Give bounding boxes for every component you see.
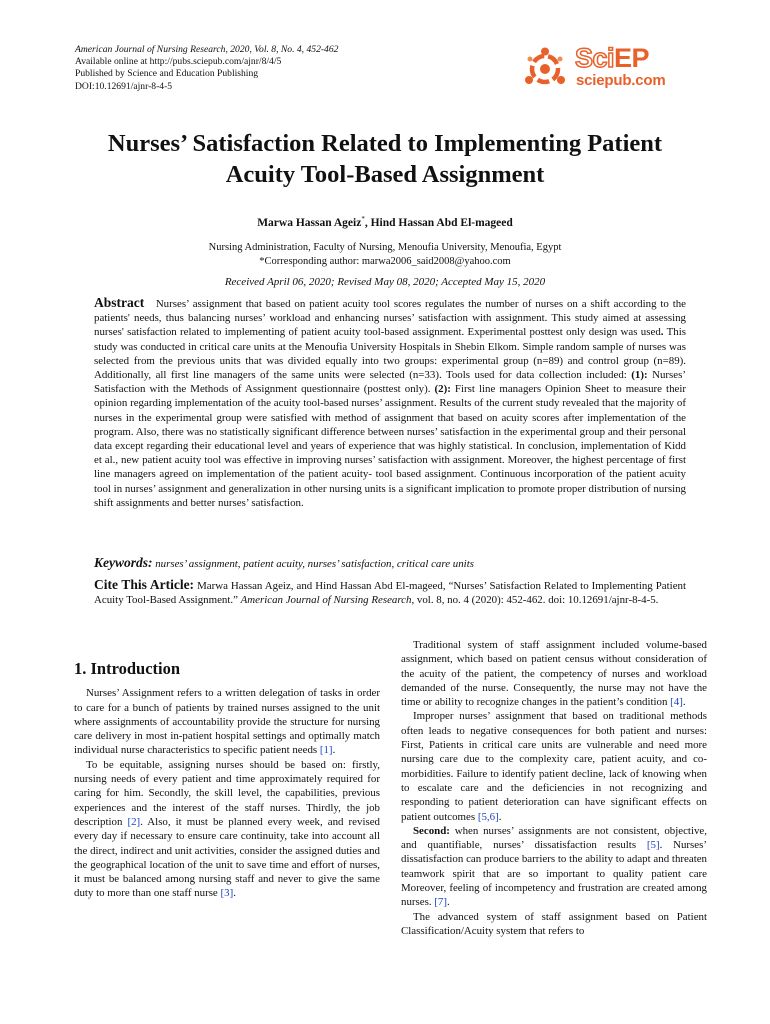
citation-link[interactable]: [5] bbox=[646, 839, 660, 852]
author-2: , Hind Hassan Abd El-mageed bbox=[364, 216, 513, 229]
affiliation-line: Nursing Administration, Faculty of Nursing, Menoufia University, Menoufia, Egypt bbox=[208, 242, 562, 253]
citation-link[interactable]: [2] bbox=[127, 815, 141, 828]
author-1: Marwa Hassan Ageiz bbox=[257, 216, 362, 229]
citation-link[interactable]: [1] bbox=[319, 744, 333, 757]
doi: DOI:10.12691/ajnr-8-4-5 bbox=[75, 80, 173, 92]
sciep-logo-site: sciepub.com bbox=[576, 72, 666, 89]
keywords-text: nurses’ assignment, patient acuity, nurses’ satisfaction, critical care units bbox=[152, 558, 474, 570]
right-column bbox=[401, 638, 707, 938]
publisher: Published by Science and Education Publishing bbox=[75, 68, 259, 80]
publication-dates: Received April 06, 2020; Revised May 08, 2020; Accepted May 15, 2020 bbox=[224, 276, 546, 288]
title-line-2: Acuity Tool-Based Assignment bbox=[225, 161, 545, 188]
left-column bbox=[74, 638, 380, 901]
author-list bbox=[60, 215, 710, 229]
available-online: Available online at http://pubs.sciepub.com/ajnr/8/4/5 bbox=[75, 56, 282, 68]
keywords bbox=[94, 555, 686, 571]
title-line-1: Nurses’ Satisfaction Related to Implementing Patient bbox=[107, 130, 663, 157]
paper-title bbox=[60, 128, 710, 190]
corresponding-mark: * bbox=[361, 215, 365, 223]
paragraph: Improper nurses’ assignment that based on traditional methods often leads to negative consequences for both patient and nurses: First, Patients in critical care units are vulnerable and need more nursing care due to the complexity care, patient acuity, and co-morbidities. Failure to identify patient decline, lack of knowing when to escalate care and the deficiencies in not recognizing and responding to patient deterioration can have significant effects on patient outcomes [5,6]. bbox=[401, 710, 707, 823]
citation-link[interactable]: [5,6] bbox=[477, 810, 499, 823]
article-header-meta bbox=[75, 44, 455, 93]
keywords-label: Keywords: bbox=[94, 555, 153, 570]
section-title-introduction: 1. Introduction bbox=[74, 659, 181, 678]
paragraph: Nurses’ Assignment refers to a written delegation of tasks in order to care for a bunch of patients by trained nurses assigned to the unit where assignments of accountability provide the structure for nursing care delivery in most in-patient hospital settings and optimally match individual nurse characteristics to specific patient needs [1]. bbox=[74, 687, 380, 757]
citation-link[interactable]: [7] bbox=[434, 896, 447, 909]
citation-link[interactable]: [4] bbox=[670, 696, 683, 709]
paragraph: The advanced system of staff assignment based on Patient Classification/Acuity system that refers to bbox=[401, 910, 707, 937]
affiliation bbox=[60, 241, 710, 269]
cite-this-article: Cite This Article: Marwa Hassan Ageiz, and Hind Hassan Abd El-mageed, “Nurses’ Satisfaction Related to Implementing Patient Acuity Tool-Based Assignment.” American Journal of Nursing Research, vol. 8, no. 4 (2020): 452-462. doi: 10.12691/ajnr-8-4-5. bbox=[94, 577, 687, 607]
corresponding-author: *Corresponding author: marwa2006_said2008@yahoo.com bbox=[259, 256, 511, 267]
sciep-logo bbox=[521, 44, 693, 94]
sciep-logo-icon bbox=[521, 47, 569, 91]
abstract-label: Abstract bbox=[94, 295, 145, 310]
paragraph: Second: when nurses’ assignments are not consistent, objective, and quantifiable, nurses’ dissatisfaction results [5]. Nurses’ dissatisfaction can produce barriers to the ability to adapt and threaten teamwork spirit that are so important to quality patient care Moreover, feeling of incompetency and frustration are created among nurses. [7]. bbox=[401, 824, 707, 909]
citation-link[interactable]: [3] bbox=[220, 887, 234, 900]
paragraph: Traditional system of staff assignment included volume-based assignment, which based on patient census without consideration of the acuity of the patient, the competency of nurses and workload demanded of the nurse. Consequently, the nurse may not have the time or ability to recognize changes in the patient’s condition [4]. bbox=[401, 639, 707, 709]
journal-citation: American Journal of Nursing Research, 2020, Vol. 8, No. 4, 452-462 bbox=[75, 44, 339, 55]
abstract: Abstract Nurses’ assignment that based on patient acuity tool scores regulates the number of nurses on a shift according to the patients' needs, thus balancing nurses’ workload and enhancing nurses’ satisfaction with assignment. This study aimed at assessing nurses' satisfaction related to implementing of patient acuity tool-based assignment. Experimental posttest only design was used. This study was conducted in critical care units at the Menoufia University Hospitals in Shebin Elkom. Simple random sample of nurses was selected from the previous units that was divided equally into two groups: experimental group (n=89) and control group (n=89). Additionally, all first line managers of the same units were selected (n=33). Tools used for data collection included: (1): Nurses’ Satisfaction with the Methods of Assignment questionnaire (posttest only). (2): First line managers Opinion Sheet to measure their opinion regarding implementation of the acuity tool-based nurses’ assignment. Results of the current study revealed that the majority of nurses in the experimental group were satisfied with method of assignment that based on acuity scores after implementation of the program. Also, there was no statistically significant difference between nurses’ satisfaction in the experimental group and their personal data except regarding their educational level and years of experience that was highly statistical. In conclusion, implementation of Kidd et al., new patient acuity tool was effective in improving nurses’ satisfaction with assignment. Moreover, the highest percentage of first line managers agreed on implementation of the patient acuity- tool based assignment. Continuous incorporation of the patient acuity tool in nurses’ assignment and generalization in other nursing units is a significant implication to promote proper distribution of nursing shift assignments and better nurses’ satisfaction. bbox=[94, 295, 687, 509]
paragraph: To be equitable, assigning nurses should be based on: firstly, nursing needs of every patient and time approximately required for caring for him. Secondly, the skill level, the capabilities, previous experiences and the interest of the staff nurses. Thirdly, the job description [2]. Also, it must be planned every week, and revised every day if necessary to ensure care continuity, take into account all the direct, indirect and unit activities, consider the assigned duties and the geographical location of the unit to save time and effort of nurses, it must be balanced among nursing staff and never to give the same duty to more than one staff nurse [3]. bbox=[74, 758, 380, 900]
sciep-logo-brand: SciEP bbox=[575, 43, 650, 73]
cite-label: Cite This Article: bbox=[94, 577, 195, 592]
